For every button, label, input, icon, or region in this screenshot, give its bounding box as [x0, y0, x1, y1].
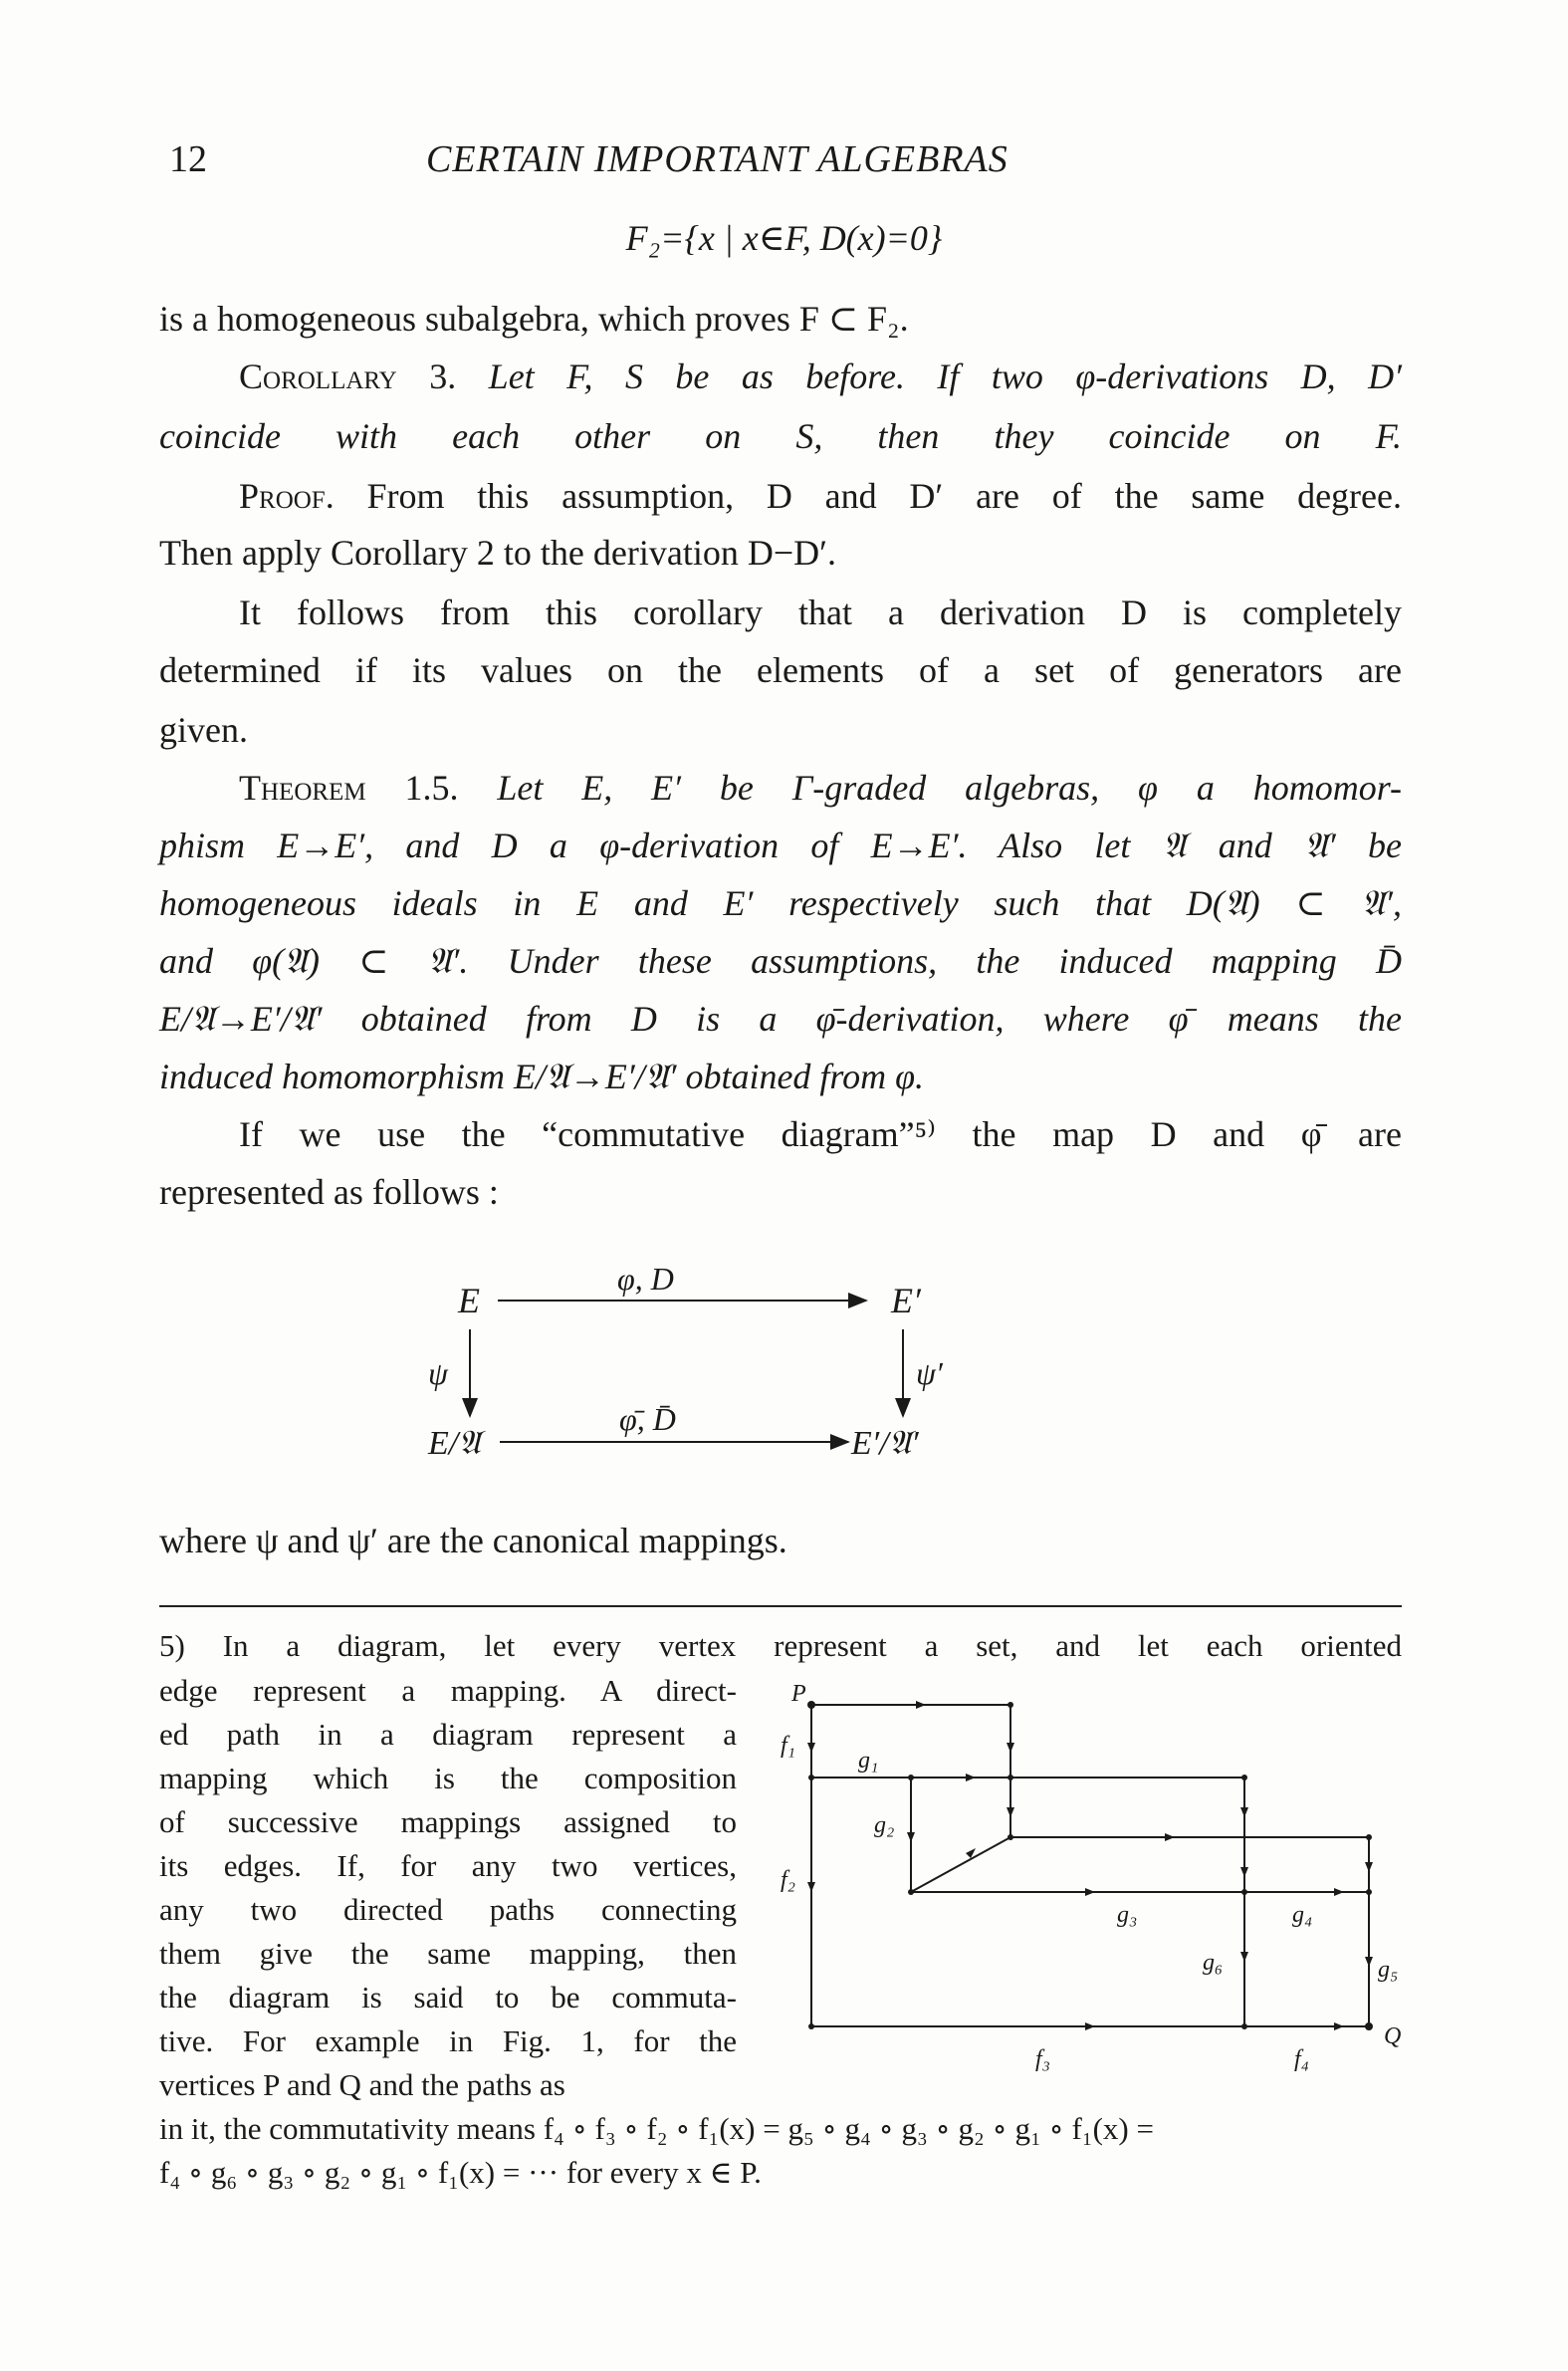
footnote-rule	[159, 1605, 1402, 1607]
label-f1: f₁	[781, 1733, 796, 1759]
text-line: E/𝔄→E′/𝔄′ obtained from D is a φ̄-derivation, where φ̄ means the	[159, 999, 1402, 1039]
vertex	[1365, 2022, 1373, 2030]
vertex	[1366, 1889, 1372, 1895]
footnote-line: its edges. If, for any two vertices,	[159, 1848, 737, 1883]
label-f4: f₄	[1294, 2046, 1310, 2072]
arrowhead	[1240, 1807, 1248, 1817]
node-e: E	[458, 1281, 480, 1320]
vertex	[908, 1775, 914, 1780]
vertex	[1241, 1775, 1247, 1780]
proof-text: From this assumption, D and D′ are of the same degree.	[366, 476, 1402, 516]
arrowhead	[1365, 1862, 1373, 1872]
text-line: phism E→E′, and D a φ-derivation of E→E′. Also let 𝔄 and 𝔄′ be	[159, 826, 1402, 865]
footnote-line: 5) In a diagram, let every vertex represent a set, and let each oriented	[159, 1628, 1402, 1663]
arrowhead	[1085, 1888, 1095, 1896]
label-g4: g₄	[1292, 1902, 1313, 1928]
text-line: Then apply Corollary 2 to the derivation D−D′.	[159, 533, 837, 573]
footnote-line: f₄ ∘ g₆ ∘ g₃ ∘ g₂ ∘ g₁ ∘ f₁(x) = ··· for every x ∈ P.	[159, 2155, 762, 2190]
corollary-label: Corollary 3.	[239, 356, 457, 396]
footnote-line: vertices P and Q and the paths as	[159, 2067, 565, 2102]
label-g6: g₆	[1203, 1950, 1224, 1976]
arrowhead	[966, 1774, 976, 1781]
footnote-line: edge represent a mapping. A direct-	[159, 1673, 737, 1708]
node-e-prime-quotient: E′/𝔄′	[851, 1425, 919, 1462]
label-g3: g₃	[1117, 1902, 1138, 1928]
label-f3: f₃	[1035, 2046, 1051, 2072]
page-number: 12	[169, 138, 207, 180]
label-g1: g₁	[858, 1748, 879, 1774]
vertex	[1241, 2023, 1247, 2029]
footnote-line: mapping which is the composition	[159, 1761, 737, 1795]
figure-1-diagram	[767, 1683, 1424, 2081]
vertex	[808, 2023, 814, 2029]
text-line: represented as follows :	[159, 1172, 499, 1212]
arrowhead	[1165, 1833, 1175, 1841]
proof-label: Proof.	[239, 476, 335, 516]
vertex	[1008, 1834, 1013, 1840]
label-psi: ψ	[428, 1355, 448, 1391]
display-equation: F₂={x | x∈F, D(x)=0}	[625, 218, 943, 258]
footnote-line: of successive mappings assigned to	[159, 1804, 737, 1839]
arrowhead	[1085, 2022, 1095, 2030]
arrowhead	[1240, 1952, 1248, 1962]
footnote-line: any two directed paths connecting	[159, 1892, 737, 1927]
vertex	[808, 1775, 814, 1780]
text-line: If we use the “commutative diagram”⁵⁾ the map D and φ̄ are	[239, 1114, 1402, 1154]
text-line: where ψ and ψ′ are the canonical mappings.	[159, 1521, 787, 1560]
label-g5: g₅	[1378, 1957, 1399, 1983]
label-phi-d: φ, D	[617, 1261, 674, 1297]
text-line: and φ(𝔄) ⊂ 𝔄′. Under these assumptions, the induced mapping D̄	[159, 941, 1402, 981]
footnote-line: in it, the commutativity means f₄ ∘ f₃ ∘ f₂ ∘ f₁(x) = g₅ ∘ g₄ ∘ g₃ ∘ g₂ ∘ g₁ ∘ f₁(x) =	[159, 2111, 1154, 2146]
vertex	[1008, 1702, 1013, 1708]
footnote-line: them give the same mapping, then	[159, 1936, 737, 1971]
arrowhead	[1007, 1743, 1014, 1753]
vertex	[908, 1889, 914, 1895]
proof-line	[239, 476, 1402, 516]
arrowhead	[807, 1882, 815, 1892]
label-g2: g₂	[874, 1812, 895, 1838]
text-line: is a homogeneous subalgebra, which proves F ⊂ F₂.	[159, 299, 909, 339]
text-line: induced homomorphism E/𝔄→E′/𝔄′ obtained from φ.	[159, 1057, 925, 1096]
text-line: coincide with each other on S, then they coincide on F.	[159, 416, 1402, 456]
label-psi-prime: ψ′	[916, 1355, 943, 1391]
edge	[911, 1837, 1010, 1892]
commutative-diagram	[398, 1245, 996, 1484]
label-q: Q	[1384, 2023, 1402, 2049]
arrowhead	[807, 1743, 815, 1753]
arrowhead	[1365, 1957, 1373, 1967]
vertex	[807, 1701, 815, 1709]
corollary-statement: Let F, S be as before. If two φ-derivations D, D′	[488, 356, 1403, 396]
vertex	[1008, 1775, 1013, 1780]
running-head: CERTAIN IMPORTANT ALGEBRAS	[426, 138, 1008, 180]
arrowhead	[1334, 2022, 1344, 2030]
footnote-line: ed path in a diagram represent a	[159, 1717, 737, 1752]
arrowhead	[1240, 1867, 1248, 1877]
node-e-prime: E′	[891, 1281, 921, 1320]
text-line: given.	[159, 710, 248, 750]
label-f2: f₂	[781, 1867, 796, 1893]
arrowhead	[907, 1832, 915, 1842]
theorem-label: Theorem 1.5.	[239, 768, 459, 808]
vertex	[1366, 1834, 1372, 1840]
arrowhead	[1334, 1888, 1344, 1896]
footnote-line: tive. For example in Fig. 1, for the	[159, 2023, 737, 2058]
label-p: P	[791, 1683, 806, 1707]
text-line: determined if its values on the elements of a set of generators are	[159, 650, 1402, 690]
arrowhead	[1007, 1807, 1014, 1817]
footnote-line: the diagram is said to be commuta-	[159, 1980, 737, 2015]
theorem-statement: Let E, E′ be Γ-graded algebras, φ a homomor-	[497, 768, 1403, 808]
vertex	[1241, 1889, 1247, 1895]
corollary-3-line	[239, 356, 1402, 396]
arrowhead	[916, 1701, 926, 1709]
text-line: homogeneous ideals in E and E′ respectively such that D(𝔄) ⊂ 𝔄′,	[159, 883, 1402, 923]
node-e-quotient: E/𝔄	[428, 1425, 481, 1462]
theorem-1-5-line	[239, 768, 1402, 808]
text-line: It follows from this corollary that a derivation D is completely	[239, 593, 1402, 632]
label-phibar-dbar: φ̄, D̄	[619, 1401, 676, 1437]
